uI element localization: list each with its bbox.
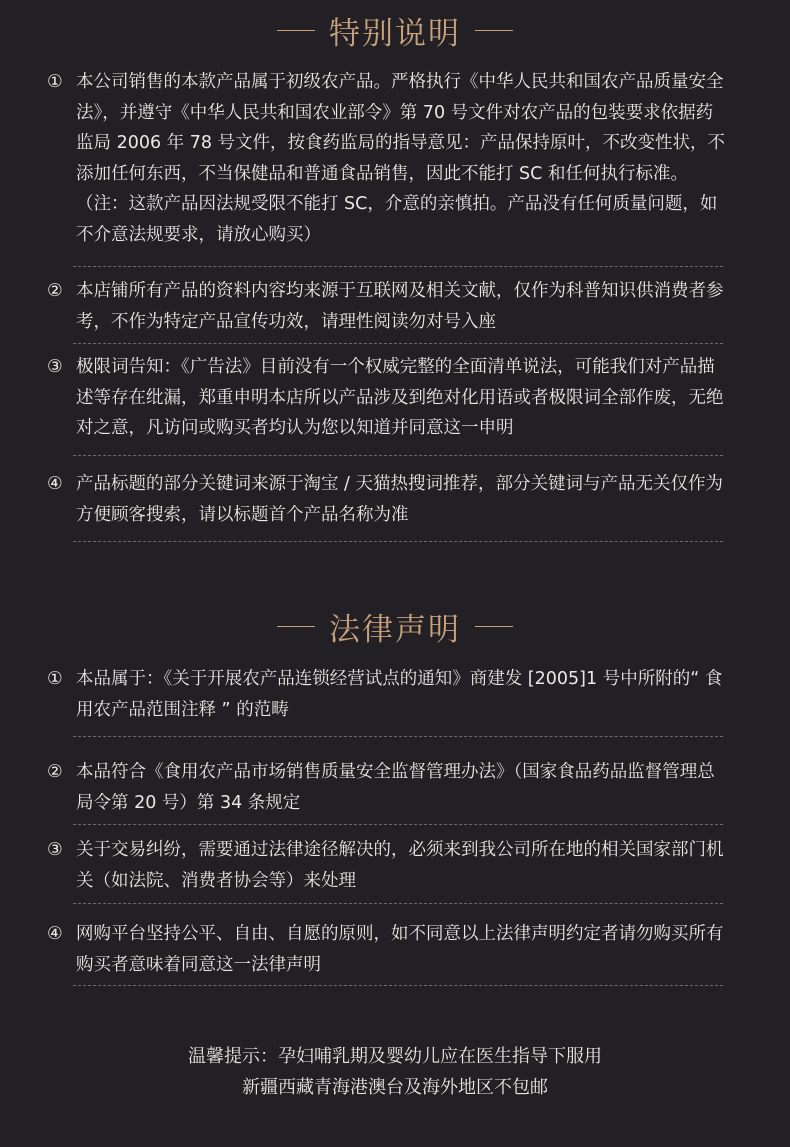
section-title: 特别说明	[329, 16, 461, 52]
list-item	[0, 469, 790, 530]
item-text: 产品标题的部分关键词来源于淘宝 / 天猫热搜词推荐，部分关键词与产品无关仅作为方便顾客搜索，请以标题首个产品名称为准	[76, 474, 724, 525]
item-number: ②	[47, 762, 63, 782]
dashed-divider	[73, 824, 723, 825]
dashed-divider	[73, 985, 723, 986]
header-left-rule	[277, 30, 315, 31]
list-item	[0, 757, 790, 818]
dashed-divider	[73, 266, 723, 267]
list-item	[0, 835, 790, 896]
item-text: 本店铺所有产品的资料内容均来源于互联网及相关文献，仅作为科普知识供消费者参考，不作为特定产品宣传功效，请理性阅读勿对号入座	[76, 281, 724, 332]
item-text: 极限词告知：《广告法》目前没有一个权威完整的全面清单说法，可能我们对产品描述等存在纰漏，郑重申明本店所以产品涉及到绝对化用语或者极限词全部作废，无绝对之意，凡访问或购买者均认为您以知道并同意这一申明	[76, 357, 724, 438]
dashed-divider	[73, 541, 723, 542]
item-text: 本公司销售的本款产品属于初级农产品。严格执行《中华人民共和国农产品质量安全法》，并遵守《中华人民共和国农业部令》第 70 号文件对农产品的包装要求依据药监局 2006 年 78 号文件，按食药监局的指导意见：产品保持原叶，不改变性状，不添加任何东西，不当保健品和普通食品销售，因此不能打 SC 和任何执行标准。（注：这款产品因法规受限不能打 SC，介意的亲慎拍。产品没有任何质量问题，如不介意法规要求，请放心购买）	[76, 72, 726, 245]
header-left-rule	[277, 626, 315, 627]
list-item	[0, 67, 790, 250]
dashed-divider	[73, 343, 723, 344]
list-item	[0, 352, 790, 444]
item-text: 本品符合《食用农产品市场销售质量安全监督管理办法》（国家食品药品监督管理总局令第 20 号）第 34 条规定	[76, 762, 715, 813]
item-number: ④	[47, 924, 63, 944]
footer-line-1: 温馨提示：孕妇哺乳期及婴幼儿应在医生指导下服用	[188, 1046, 602, 1067]
dashed-divider	[73, 903, 723, 904]
footer-line-2: 新疆西藏青海港澳台及海外地区不包邮	[242, 1077, 548, 1098]
item-number: ④	[47, 474, 63, 494]
item-text: 本品属于：《关于开展农产品连锁经营试点的通知》商建发 [2005]1 号中所附的“ 食用农产品范围注释 ” 的范畴	[76, 669, 723, 720]
list-item	[0, 664, 790, 725]
item-text: 网购平台坚持公平、自由、自愿的原则，如不同意以上法律声明约定者请勿购买所有购买者意味着同意这一法律声明	[76, 924, 724, 975]
dashed-divider	[73, 455, 723, 456]
item-number: ③	[47, 840, 63, 860]
item-number: ①	[47, 669, 63, 689]
list-item	[0, 276, 790, 337]
item-number: ②	[47, 281, 63, 301]
item-number: ①	[47, 72, 63, 92]
header-right-rule	[475, 626, 513, 627]
item-number: ③	[47, 357, 63, 377]
section-header-special-notes	[0, 8, 790, 53]
item-text: 关于交易纠纷，需要通过法律途径解决的，必须来到我公司所在地的相关国家部门机关（如法院、消费者协会等）来处理	[76, 840, 724, 891]
section-title: 法律声明	[329, 612, 461, 648]
section-header-legal-statement	[0, 604, 790, 649]
dashed-divider	[73, 736, 723, 737]
footer-notice	[0, 1041, 790, 1103]
list-item	[0, 919, 790, 980]
header-right-rule	[475, 30, 513, 31]
